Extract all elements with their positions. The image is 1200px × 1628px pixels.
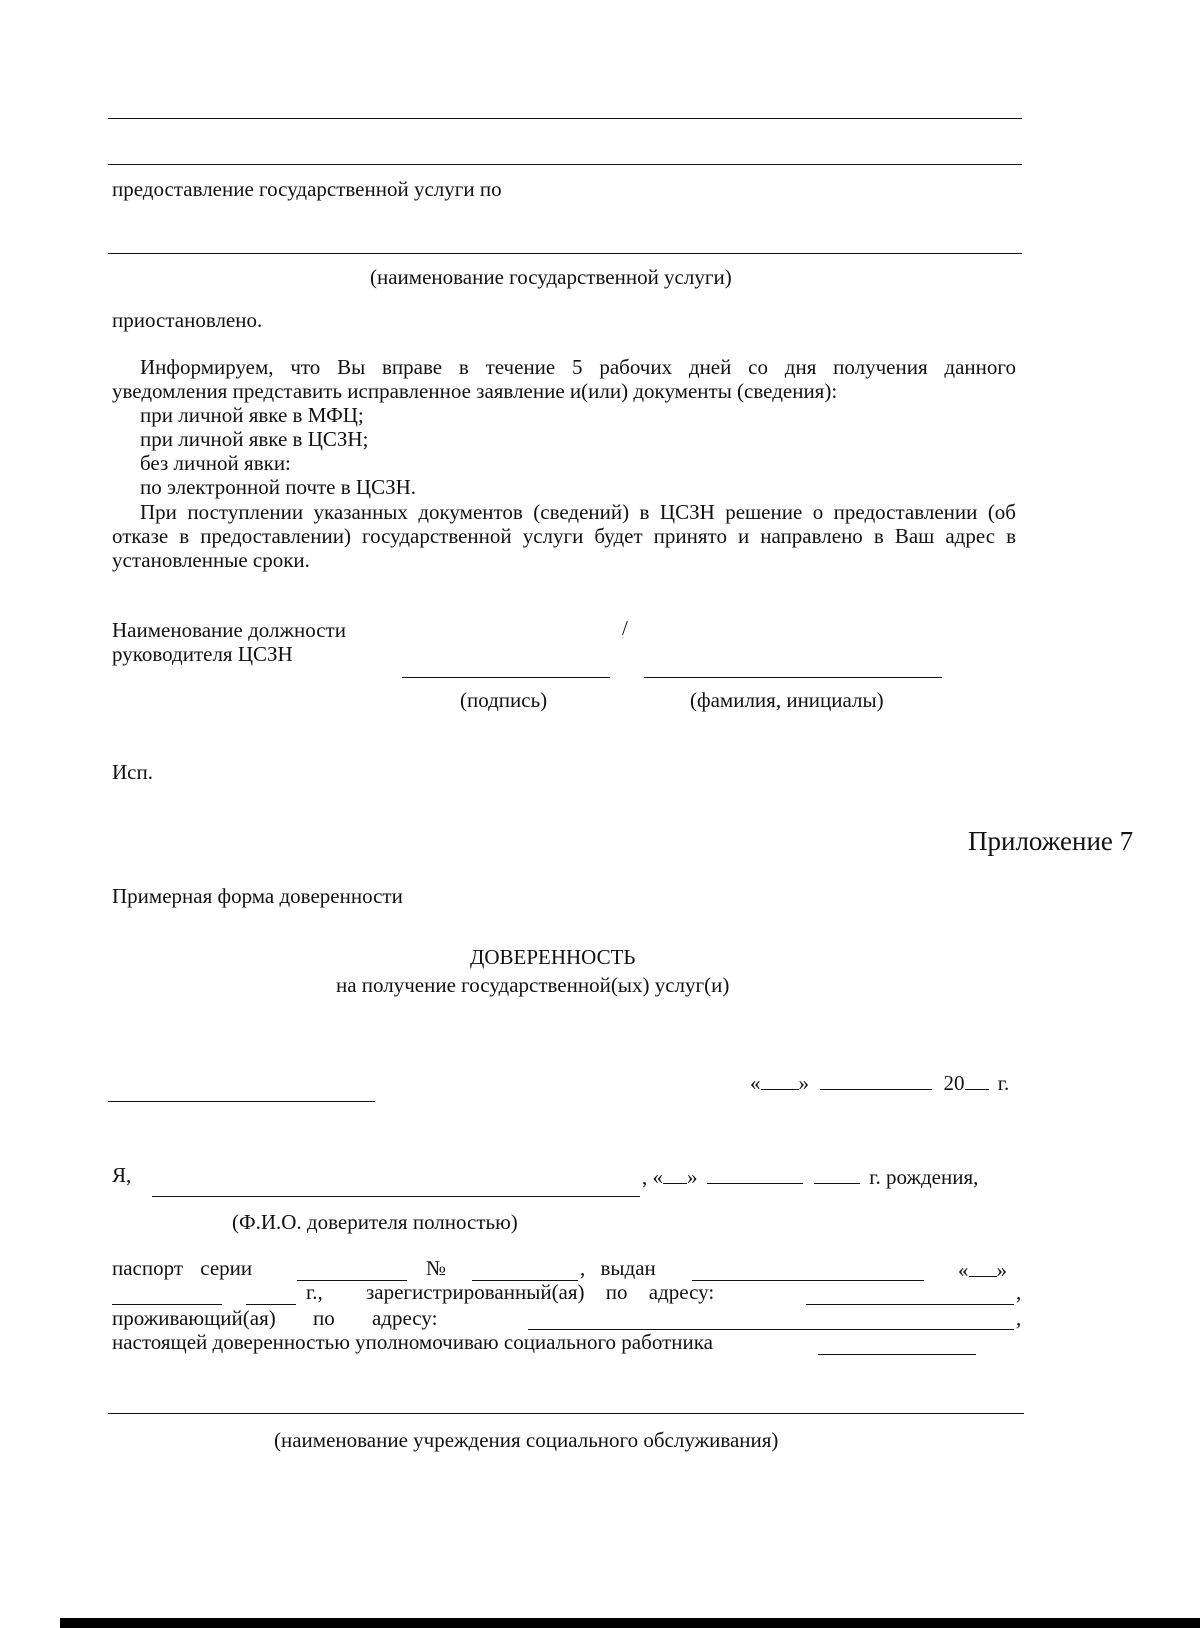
- appendix-label: Приложение 7: [968, 826, 1134, 856]
- living-label: проживающий(ая) по адресу:: [112, 1306, 438, 1330]
- year-g-label: г.,: [306, 1280, 323, 1304]
- document-subtitle: на получение государственной(ых) услуг(и): [336, 973, 730, 997]
- day-blank[interactable]: [761, 1069, 799, 1090]
- option-cszn: при личной явке в ЦСЗН;: [140, 427, 369, 451]
- signature-line: [402, 677, 610, 678]
- month-blank[interactable]: [820, 1069, 932, 1090]
- service-caption: (наименование государственной услуги): [370, 265, 732, 289]
- position-line1: Наименование должности: [112, 618, 346, 642]
- blank-line-1: [108, 118, 1022, 119]
- birth-close: »: [687, 1165, 698, 1189]
- principal-name-line: [152, 1196, 640, 1197]
- year-blank[interactable]: [965, 1069, 989, 1090]
- scan-edge-bar: [60, 1618, 1200, 1628]
- place-line: [108, 1101, 375, 1102]
- issue-year-blank: [246, 1304, 296, 1305]
- service-prefix: предоставление государственной услуги по: [112, 177, 502, 201]
- option-email: по электронной почте в ЦСЗН.: [140, 475, 417, 499]
- birth-suffix: г. рождения,: [869, 1165, 979, 1189]
- registered-address-blank: [806, 1304, 1014, 1305]
- birth-open: , «: [642, 1165, 663, 1189]
- ya-label: Я,: [112, 1163, 132, 1187]
- birth-month-blank[interactable]: [707, 1163, 803, 1184]
- registered-comma: ,: [1016, 1280, 1022, 1304]
- date-row: [750, 1069, 1009, 1095]
- name-line: [644, 677, 942, 678]
- year-prefix: 20: [943, 1071, 965, 1095]
- signature-slash: /: [622, 616, 628, 640]
- para1-line2: уведомления представить исправленное заявление и(или) документы (сведения):: [112, 379, 838, 403]
- passport-series-label: паспорт серии: [112, 1256, 253, 1280]
- document-title: ДОВЕРЕННОСТЬ: [470, 945, 636, 969]
- option-remote: без личной явки:: [140, 451, 291, 475]
- institution-line: [108, 1413, 1024, 1414]
- issued-label: , выдан: [580, 1256, 656, 1280]
- registered-label: зарегистрированный(ая) по адресу:: [366, 1280, 715, 1304]
- issue-open-quote: «: [958, 1258, 969, 1282]
- signature-caption: (подпись): [460, 688, 548, 712]
- birth-day-blank[interactable]: [663, 1163, 687, 1184]
- issued-by-blank: [692, 1280, 924, 1281]
- authorize-text: настоящей доверенностью уполномочиваю социального работника: [112, 1330, 713, 1354]
- option-mfc: при личной явке в МФЦ;: [140, 403, 364, 427]
- executor-label: Исп.: [112, 760, 153, 784]
- issue-date-row: [958, 1256, 1007, 1282]
- institution-caption: (наименование учреждения социального обслуживания): [274, 1428, 779, 1452]
- position-line2: руководителя ЦСЗН: [112, 642, 293, 666]
- service-name-line: [108, 253, 1022, 254]
- date-open-quote: «: [750, 1071, 761, 1095]
- fio-caption: (Ф.И.О. доверителя полностью): [232, 1210, 518, 1234]
- living-comma: ,: [1016, 1306, 1022, 1330]
- issue-day-blank[interactable]: [969, 1256, 997, 1277]
- para2-line1: При поступлении указанных документов (сведений) в ЦСЗН решение о предоставлении (об: [140, 500, 1016, 524]
- form-title: Примерная форма доверенности: [112, 884, 403, 908]
- para1-line1: Информируем, что Вы вправе в течение 5 рабочих дней со дня получения данного: [140, 355, 1016, 379]
- para2-line2: отказе в предоставлении) государственной услуги будет принято и направлено в Ваш адрес в: [112, 524, 1016, 548]
- issue-month-blank: [112, 1304, 222, 1305]
- issue-close-quote: »: [996, 1258, 1007, 1282]
- year-suffix: г.: [997, 1071, 1010, 1095]
- suspended-text: приостановлено.: [112, 308, 263, 332]
- birth-year-blank[interactable]: [814, 1163, 860, 1184]
- passport-number-label: №: [426, 1256, 447, 1280]
- date-close-quote: »: [798, 1071, 809, 1095]
- blank-line-2: [108, 164, 1022, 165]
- para2-line3: установленные сроки.: [112, 548, 310, 572]
- birth-row: [642, 1163, 978, 1189]
- social-worker-blank: [818, 1354, 976, 1355]
- name-caption: (фамилия, инициалы): [690, 688, 884, 712]
